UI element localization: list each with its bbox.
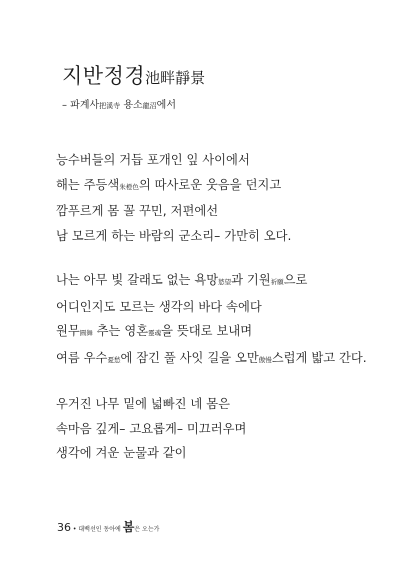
line-text: 스럽게 밟고 간다. <box>271 350 367 365</box>
poem-title <box>62 64 205 90</box>
poem-line <box>44 268 380 295</box>
book-title-prefix: • 대백선인 동아에 <box>71 526 123 533</box>
poem-line <box>44 441 380 466</box>
line-text: 과 기원 <box>231 273 271 287</box>
poem-line <box>44 224 380 249</box>
page-footer <box>57 516 159 535</box>
subtitle-mid: 용소 <box>120 100 143 111</box>
line-text: 우거진 나무 밑에 넓빠진 네 몸은 <box>56 397 230 411</box>
poem-title-korean: 지반정경 <box>62 64 146 88</box>
line-text: 으로 <box>283 273 308 287</box>
hanja-annotation: 祈願 <box>270 278 284 286</box>
line-text: 의 따사로운 웃음을 던지고 <box>138 177 282 192</box>
poem-body <box>44 148 380 486</box>
poem-line <box>44 319 380 346</box>
subtitle-prefix: – 파계사 <box>62 100 100 111</box>
poem-subtitle <box>62 99 205 113</box>
subtitle-hanja-temple: 把溪寺 <box>99 102 121 110</box>
poem-title-hanja: 池畔靜景 <box>145 69 206 87</box>
poem-line <box>44 346 380 373</box>
subtitle-suffix: 에서 <box>156 100 176 111</box>
poem-line <box>44 417 380 442</box>
hanja-annotation: 朱橙色 <box>119 182 139 191</box>
line-text: 어디인지도 모르는 생각의 바다 속에다 <box>56 299 262 314</box>
line-text: 여름 우수 <box>56 350 108 365</box>
book-title-suffix: 은 오는가 <box>134 526 160 533</box>
page-number: 36 <box>57 521 71 534</box>
line-text: 생각에 겨운 눈물과 같이 <box>56 446 187 460</box>
poem-header <box>62 64 205 113</box>
line-text: 에 잠긴 풀 사잇 길을 오만 <box>120 350 259 365</box>
hanja-annotation: 慾望 <box>218 278 232 286</box>
poem-line <box>44 199 380 224</box>
line-text: 나는 아무 빛 갈래도 없는 욕망 <box>56 273 219 287</box>
line-text: 해는 주등색 <box>56 177 120 192</box>
poem-line <box>44 392 380 417</box>
line-text: 원무 <box>56 324 80 338</box>
stanza <box>44 392 380 466</box>
line-text: 속마음 깊게– 고요롭게– 미끄러우며 <box>56 421 247 436</box>
poem-line <box>44 148 380 173</box>
line-text: 을 뜻대로 보내며 <box>161 324 253 338</box>
hanja-annotation: 圓舞 <box>79 329 93 337</box>
line-text: 능수버들의 거듭 포개인 잎 사이에서 <box>56 153 250 167</box>
hanja-annotation: 憂愁 <box>107 355 121 364</box>
poem-line <box>44 295 380 320</box>
stanza <box>44 268 380 372</box>
hanja-annotation: 靈魂 <box>148 329 162 337</box>
subtitle-hanja-pond: 龍沼 <box>142 102 157 110</box>
hanja-annotation: 傲慢 <box>258 355 272 364</box>
stanza <box>44 148 380 248</box>
line-text: 깜푸르게 몸 꼴 꾸민, 저편에선 <box>56 204 219 218</box>
poem-line <box>44 173 380 200</box>
book-title-emphasis: 봄 <box>122 520 135 534</box>
line-text: 추는 영혼 <box>92 324 149 338</box>
line-text: 남 모르게 하는 바람의 군소리– 가만히 오다. <box>56 228 292 243</box>
